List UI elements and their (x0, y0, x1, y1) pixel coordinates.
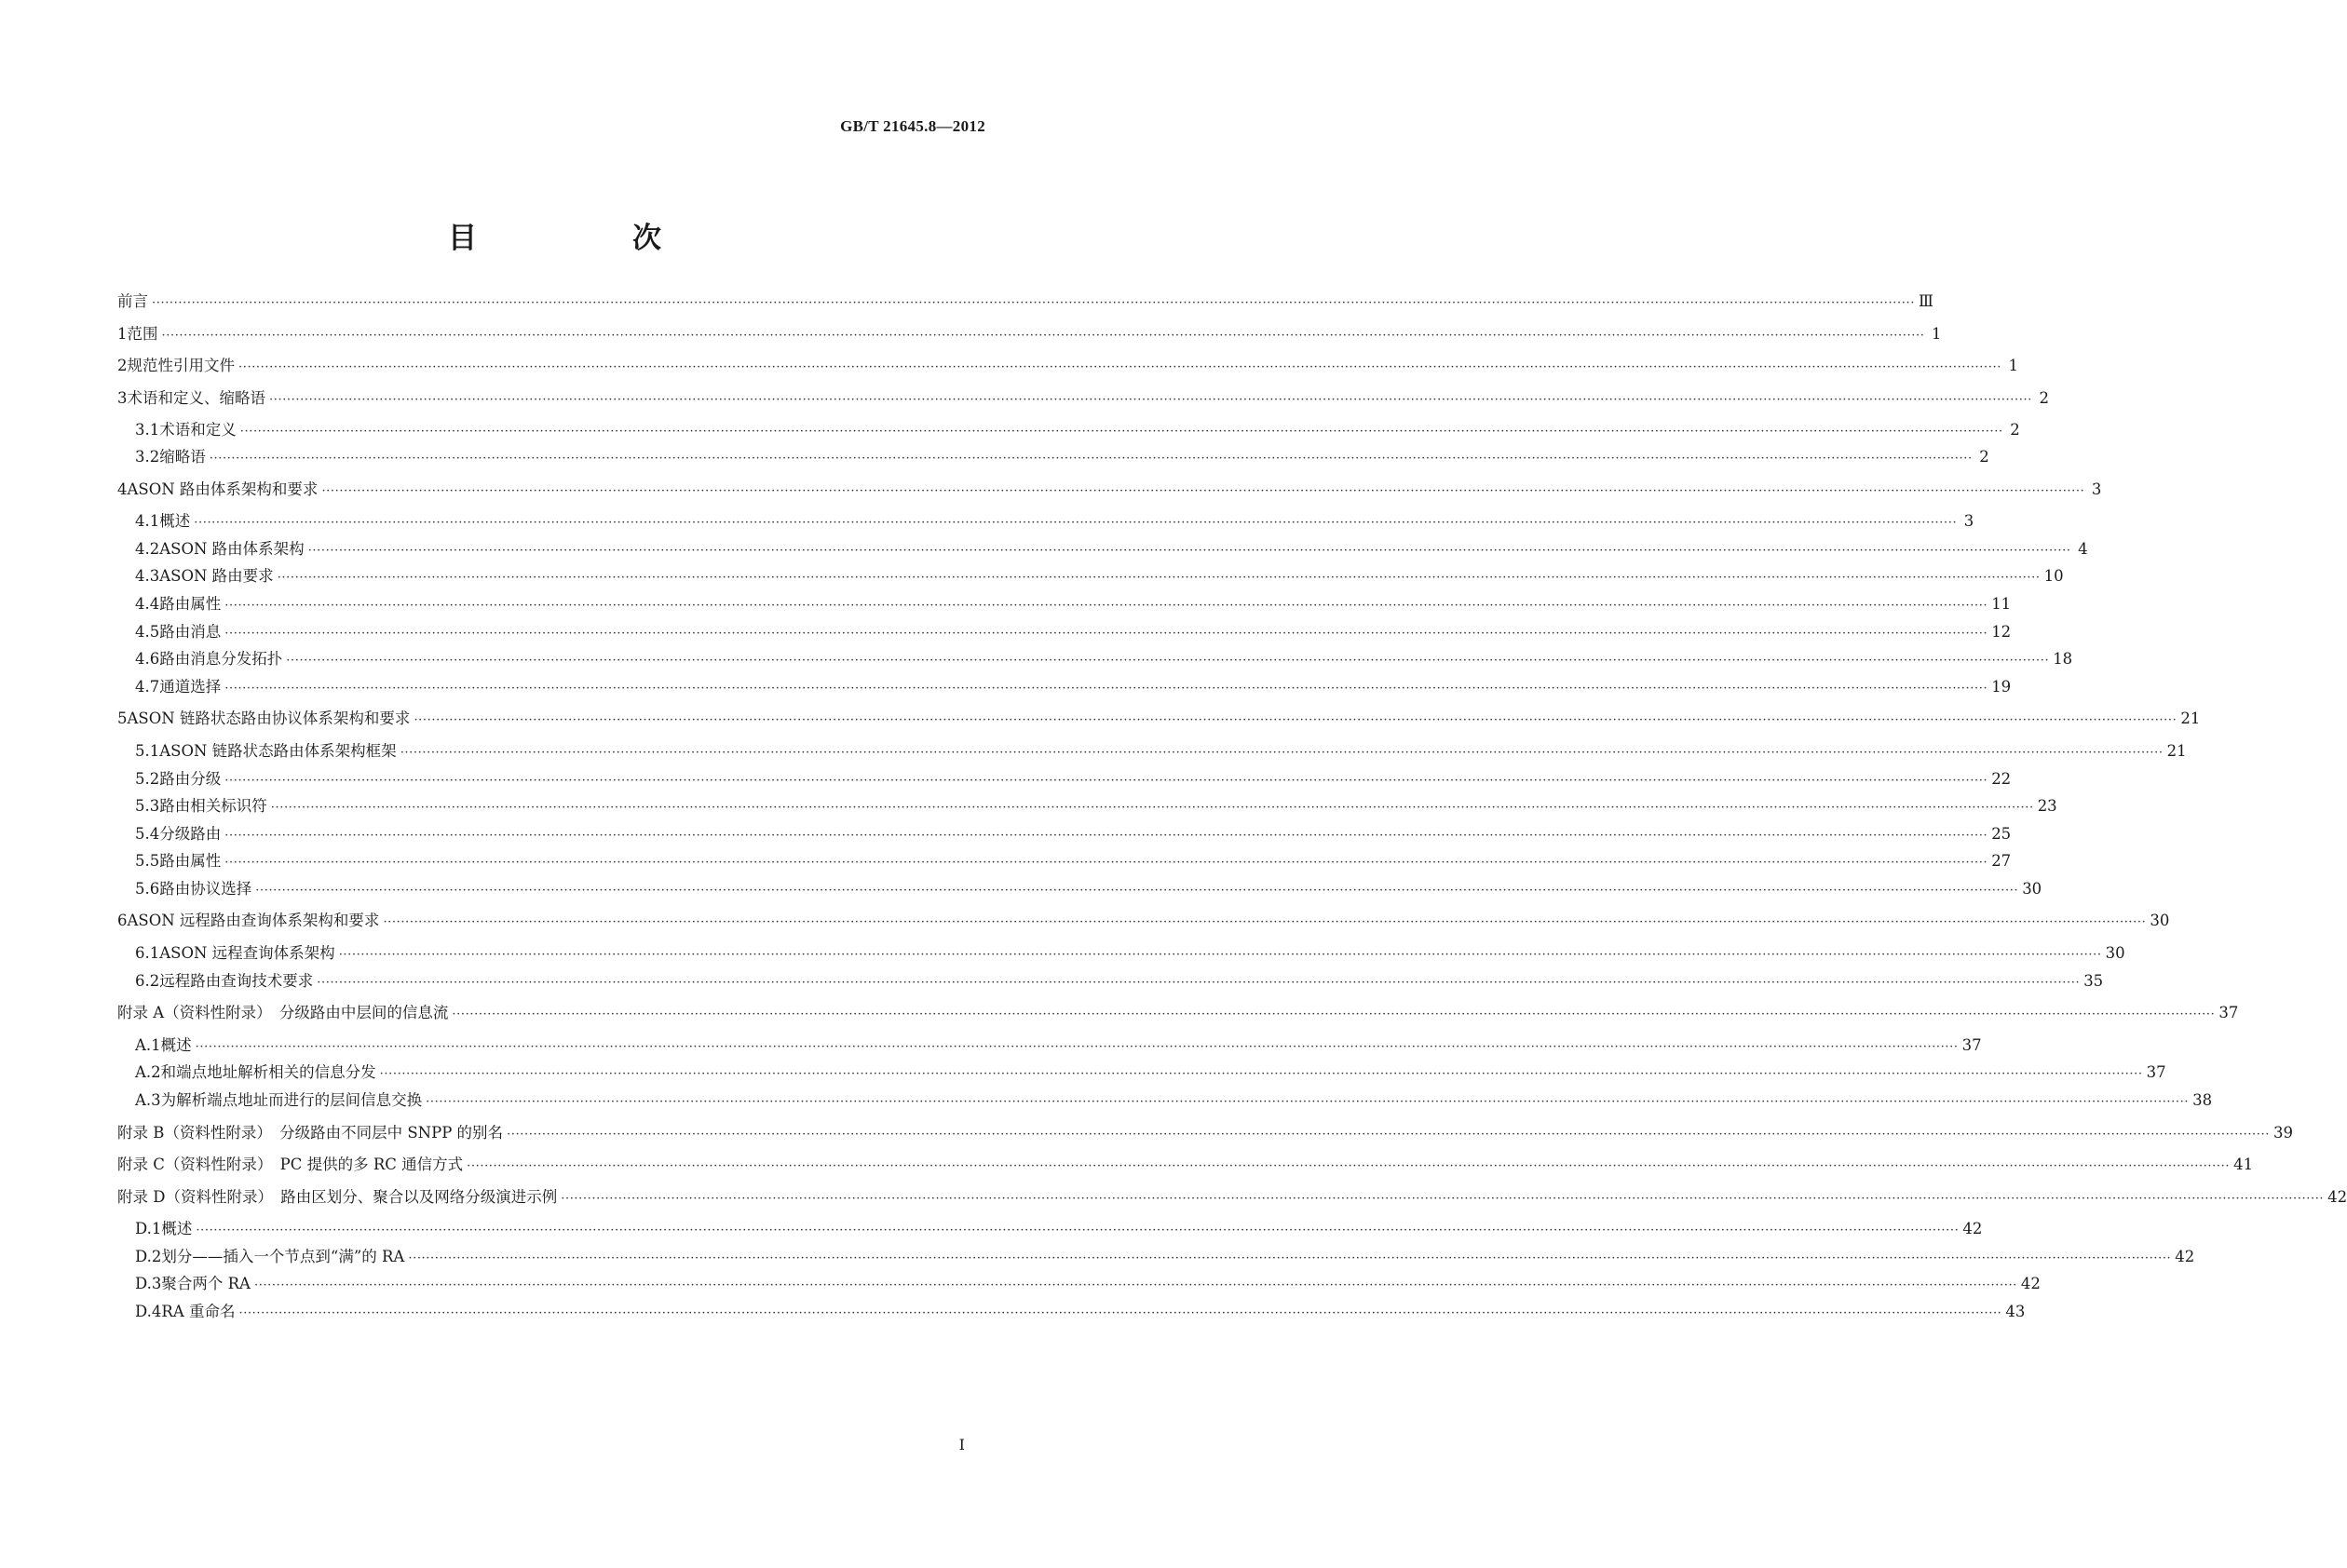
toc-entry[interactable] (117, 1186, 2347, 1209)
toc-entry-page: 18 (2053, 650, 2073, 668)
dot-leader: ················································································································································································································································································································································································································ (255, 884, 2019, 898)
toc-entry-label: 术语和定义 (159, 421, 237, 439)
toc-entry-page: 27 (1991, 852, 2012, 870)
toc-entry-label: RA 重命名 (161, 1303, 236, 1320)
dot-leader: ················································································································································································································································································································································································································ (224, 774, 1988, 788)
toc-entry[interactable] (135, 1273, 2041, 1295)
dot-leader: ················································································································································································································································································································································································································ (238, 360, 2001, 374)
toc-entry-label: 分级路由 (159, 825, 222, 843)
toc-entry-label: 附录 C（资料性附录） PC 提供的多 RC 通信方式 (117, 1156, 464, 1173)
toc-entry-label: ASON 链路状态路由体系架构框架 (159, 742, 397, 760)
toc-entry-label: 聚合两个 RA (161, 1275, 251, 1292)
toc-entry[interactable] (117, 479, 2102, 501)
dot-leader: ················································································································································································································································································································································································································ (269, 393, 2032, 407)
dot-leader: ················································································································································································································································································································································································································ (224, 627, 1988, 641)
toc-entry-label: 划分——插入一个节点到“满”的 RA (161, 1248, 405, 1265)
toc-entry-number: D.4 (135, 1303, 162, 1320)
toc-entry-page: 12 (1991, 623, 2012, 641)
toc-entry-label: 和端点地址解析相关的信息分发 (160, 1063, 376, 1081)
dot-leader: ················································································································································································································································································································································································································ (209, 452, 1973, 466)
toc-entry[interactable] (135, 970, 2104, 993)
dot-leader: ················································································································································································································································································································································································································ (426, 1095, 2190, 1109)
page-number: I (958, 1436, 965, 1453)
toc-entry[interactable] (135, 621, 2012, 643)
dot-leader: ················································································································································································································································································································································································································ (467, 1159, 2231, 1173)
toc-entry[interactable] (135, 446, 1989, 468)
toc-entry-number: 4.6 (135, 650, 160, 668)
toc-entry-label: 规范性引用文件 (127, 357, 235, 374)
toc-entry-number: 6.2 (135, 972, 160, 990)
toc-entry-page: 10 (2043, 567, 2064, 585)
toc-entry-page: 19 (1991, 678, 2012, 696)
dot-leader: ················································································································································································································································································································································································································ (452, 1007, 2216, 1021)
toc-entry-label: 通道选择 (159, 678, 222, 696)
toc-entry-page: 37 (2146, 1063, 2166, 1081)
toc-entry[interactable] (135, 823, 2012, 845)
toc-entry-label: 远程路由查询技术要求 (159, 972, 314, 990)
toc-entry-label: 路由属性 (159, 595, 222, 613)
dot-leader: ················································································································································································································································································································································································································ (321, 484, 2085, 498)
toc-entry-label: 范围 (127, 325, 158, 343)
toc-entry-page: 35 (2083, 972, 2104, 990)
toc-entry-page: 37 (1961, 1036, 1982, 1054)
toc-entry-page: 11 (1991, 595, 2012, 613)
toc-entry-label: ASON 远程路由查询体系架构和要求 (127, 912, 380, 929)
toc-entry-page: 37 (2218, 1004, 2239, 1021)
toc-entry-label: 路由相关标识符 (159, 797, 267, 815)
toc-entry-page: 42 (2175, 1248, 2195, 1265)
toc-entry[interactable] (135, 593, 2012, 615)
dot-leader: ················································································································································································································································································································································································································ (317, 976, 2081, 990)
dot-leader: ················································································································································································································································································································································································································ (161, 329, 1925, 343)
toc-entry-label: 概述 (161, 1220, 193, 1237)
toc-entry-number: 5.6 (135, 880, 160, 898)
toc-entry-number: 4.4 (135, 595, 160, 613)
page-title: 目 次 (448, 222, 725, 255)
toc-entry-number: 3.2 (135, 448, 160, 466)
toc-entry-page: 42 (1962, 1220, 1983, 1237)
toc-entry-number: A.2 (135, 1063, 161, 1081)
dot-leader: ················································································································································································································································································································································································································ (561, 1192, 2325, 1206)
dot-leader: ················································································································································································································································································································································································································ (224, 856, 1988, 870)
toc-entry-page: 38 (2192, 1091, 2213, 1109)
toc-entry[interactable] (135, 676, 2012, 698)
toc-entry[interactable] (117, 1002, 2239, 1024)
toc-entry-page: 30 (2022, 880, 2042, 898)
toc-entry-label: 概述 (159, 512, 191, 530)
toc-entry[interactable] (135, 565, 2064, 588)
toc-entry[interactable] (135, 419, 2020, 441)
toc-entry[interactable] (135, 740, 2187, 763)
toc-entry-label: ASON 路由体系架构 (159, 540, 305, 558)
toc-entry-page: 43 (2005, 1303, 2026, 1320)
toc-entry[interactable] (117, 387, 2049, 410)
toc-entry-number: 3 (117, 389, 128, 407)
toc-entry-number: 5.2 (135, 770, 160, 788)
toc-entry[interactable] (117, 355, 2018, 377)
dot-leader: ················································································································································································································································································································································································································ (238, 1306, 2002, 1320)
toc-entry-number: 1 (117, 325, 128, 343)
toc-entry-label: 附录 B（资料性附录） 分级路由不同层中 SNPP 的别名 (117, 1124, 504, 1142)
dot-leader: ················································································································································································································································································································································································································ (307, 544, 2071, 558)
toc-entry-label: ASON 链路状态路由协议体系架构和要求 (127, 710, 411, 727)
toc-entry-page: 39 (2273, 1124, 2293, 1142)
toc-entry-page: 1 (1931, 325, 1942, 343)
dot-leader: ················································································································································································································································································································································································································ (224, 829, 1988, 843)
dot-leader: ················································································································································································································································································································································································································ (286, 654, 2050, 668)
dot-leader: ················································································································································································································································································································································································································ (277, 571, 2041, 585)
toc-entry[interactable] (117, 1122, 2293, 1144)
dot-leader: ················································································································································································································································································································································································································ (408, 1251, 2172, 1265)
toc-entry-number: 3.1 (135, 421, 160, 439)
dot-leader: ················································································································································································································································································································································································································ (383, 915, 2147, 929)
toc-entry[interactable] (135, 1034, 1982, 1057)
toc-entry[interactable] (135, 1061, 2166, 1084)
toc-entry[interactable] (135, 795, 2057, 818)
toc-entry[interactable] (135, 648, 2073, 670)
toc-entry[interactable] (135, 942, 2125, 965)
toc-entry-number: 5.4 (135, 825, 160, 843)
toc-entry-page: 41 (2233, 1156, 2254, 1173)
toc-entry-number: 2 (117, 357, 128, 374)
toc-entry-page: 23 (2037, 797, 2057, 815)
dot-leader: ················································································································································································································································································································································································································ (507, 1128, 2270, 1142)
dot-leader: ················································································································································································································································································································································································································ (152, 296, 1915, 310)
dot-leader: ················································································································································································································································································································································································································ (239, 425, 2003, 439)
dot-leader: ················································································································································································································································································································································································································ (400, 746, 2164, 760)
toc-entry-number: 4.3 (135, 567, 160, 585)
toc-entry[interactable] (135, 510, 1974, 533)
toc-entry-number: D.3 (135, 1275, 162, 1292)
toc-entry-number: 5.5 (135, 852, 160, 870)
toc-entry[interactable] (135, 1301, 2026, 1323)
toc-entry-page: 2 (2010, 421, 2020, 439)
toc-entry-label: 缩略语 (159, 448, 206, 466)
toc-entry-number: 4.7 (135, 678, 160, 696)
toc-entry-number: 5 (117, 710, 128, 727)
toc-entry-label: 概述 (160, 1036, 192, 1054)
toc-entry-page: 30 (2150, 912, 2170, 929)
toc-entry[interactable] (117, 291, 1933, 313)
toc-entry[interactable] (117, 910, 2170, 932)
toc-entry-number: 5.3 (135, 797, 160, 815)
toc-entry-page: 1 (2008, 357, 2018, 374)
toc-entry-label: 路由分级 (159, 770, 222, 788)
toc-entry-label: 路由属性 (159, 852, 222, 870)
toc-entry[interactable] (117, 323, 1942, 345)
toc-entry-page: 22 (1991, 770, 2012, 788)
toc-entry-page: 2 (2039, 389, 2049, 407)
toc-entry-number: 6 (117, 912, 128, 929)
toc-entry-number: D.1 (135, 1220, 162, 1237)
toc-entry[interactable] (135, 850, 2012, 872)
toc-entry-page: 30 (2105, 944, 2125, 962)
toc-entry-number: D.2 (135, 1248, 162, 1265)
dot-leader: ················································································································································································································································································································································································································ (196, 1223, 1960, 1237)
dot-leader: ················································································································································································································································································································································································································ (379, 1067, 2143, 1081)
toc-entry-label: 附录 A（资料性附录） 分级路由中层间的信息流 (117, 1004, 449, 1021)
toc-entry-number: 5.1 (135, 742, 160, 760)
toc-entry-page: 3 (1963, 512, 1974, 530)
toc-entry-label: ASON 远程查询体系架构 (159, 944, 335, 962)
toc-entry-label: 附录 D（资料性附录） 路由区划分、聚合以及网络分级演进示例 (117, 1188, 558, 1206)
standard-code: GB/T 21645.8—2012 (840, 117, 985, 135)
toc-entry[interactable] (135, 1218, 1983, 1240)
dot-leader: ················································································································································································································································································································································································································ (194, 516, 1958, 530)
toc-entry-page: 21 (2166, 742, 2187, 760)
dot-leader: ················································································································································································································································································································································································································ (224, 599, 1988, 613)
toc-entry-number: A.1 (135, 1036, 161, 1054)
toc-entry[interactable] (135, 768, 2012, 791)
toc-entry-page: 42 (2020, 1275, 2041, 1292)
toc-entry-label: 为解析端点地址而进行的层间信息交换 (160, 1091, 423, 1109)
toc-entry-number: 6.1 (135, 944, 160, 962)
toc-entry-number: 4.5 (135, 623, 160, 641)
toc-entry-page: Ⅲ (1918, 292, 1933, 310)
toc-entry[interactable] (135, 538, 2088, 561)
dot-leader: ················································································································································································································································································································································································································ (338, 948, 2102, 962)
dot-leader: ················································································································································································································································································································································································································ (414, 713, 2177, 727)
toc-entry-label: 术语和定义、缩略语 (127, 389, 265, 407)
toc-entry-page: 42 (2327, 1188, 2347, 1206)
toc-entry[interactable] (117, 708, 2201, 730)
dot-leader: ················································································································································································································································································································································································································ (224, 682, 1988, 696)
toc-entry-page: 3 (2091, 480, 2102, 498)
toc-entry-page: 25 (1991, 825, 2012, 843)
toc-entry-page: 21 (2180, 710, 2201, 727)
toc-entry[interactable] (117, 1154, 2254, 1176)
toc-entry-label: 路由协议选择 (159, 880, 252, 898)
toc-entry-label: ASON 路由体系架构和要求 (127, 480, 319, 498)
toc-entry-label: 路由消息分发拓扑 (159, 650, 283, 668)
toc-entry-label: 前言 (117, 292, 148, 310)
toc-entry-number: 4.1 (135, 512, 160, 530)
toc-entry-page: 4 (2078, 540, 2088, 558)
dot-leader: ················································································································································································································································································································································································································ (195, 1040, 1959, 1054)
toc-entry-page: 2 (1979, 448, 1989, 466)
dot-leader: ················································································································································································································································································································································································································ (270, 801, 2034, 815)
dot-leader: ················································································································································································································································································································································································································ (253, 1278, 2017, 1292)
toc-entry-number: 4.2 (135, 540, 160, 558)
toc-entry-label: 路由消息 (159, 623, 222, 641)
toc-entry[interactable] (135, 878, 2042, 900)
toc-entry-number: 4 (117, 480, 128, 498)
toc-entry[interactable] (135, 1089, 2213, 1112)
toc-entry[interactable] (135, 1246, 2195, 1268)
toc-entry-number: A.3 (135, 1091, 161, 1109)
toc-entry-label: ASON 路由要求 (159, 567, 274, 585)
